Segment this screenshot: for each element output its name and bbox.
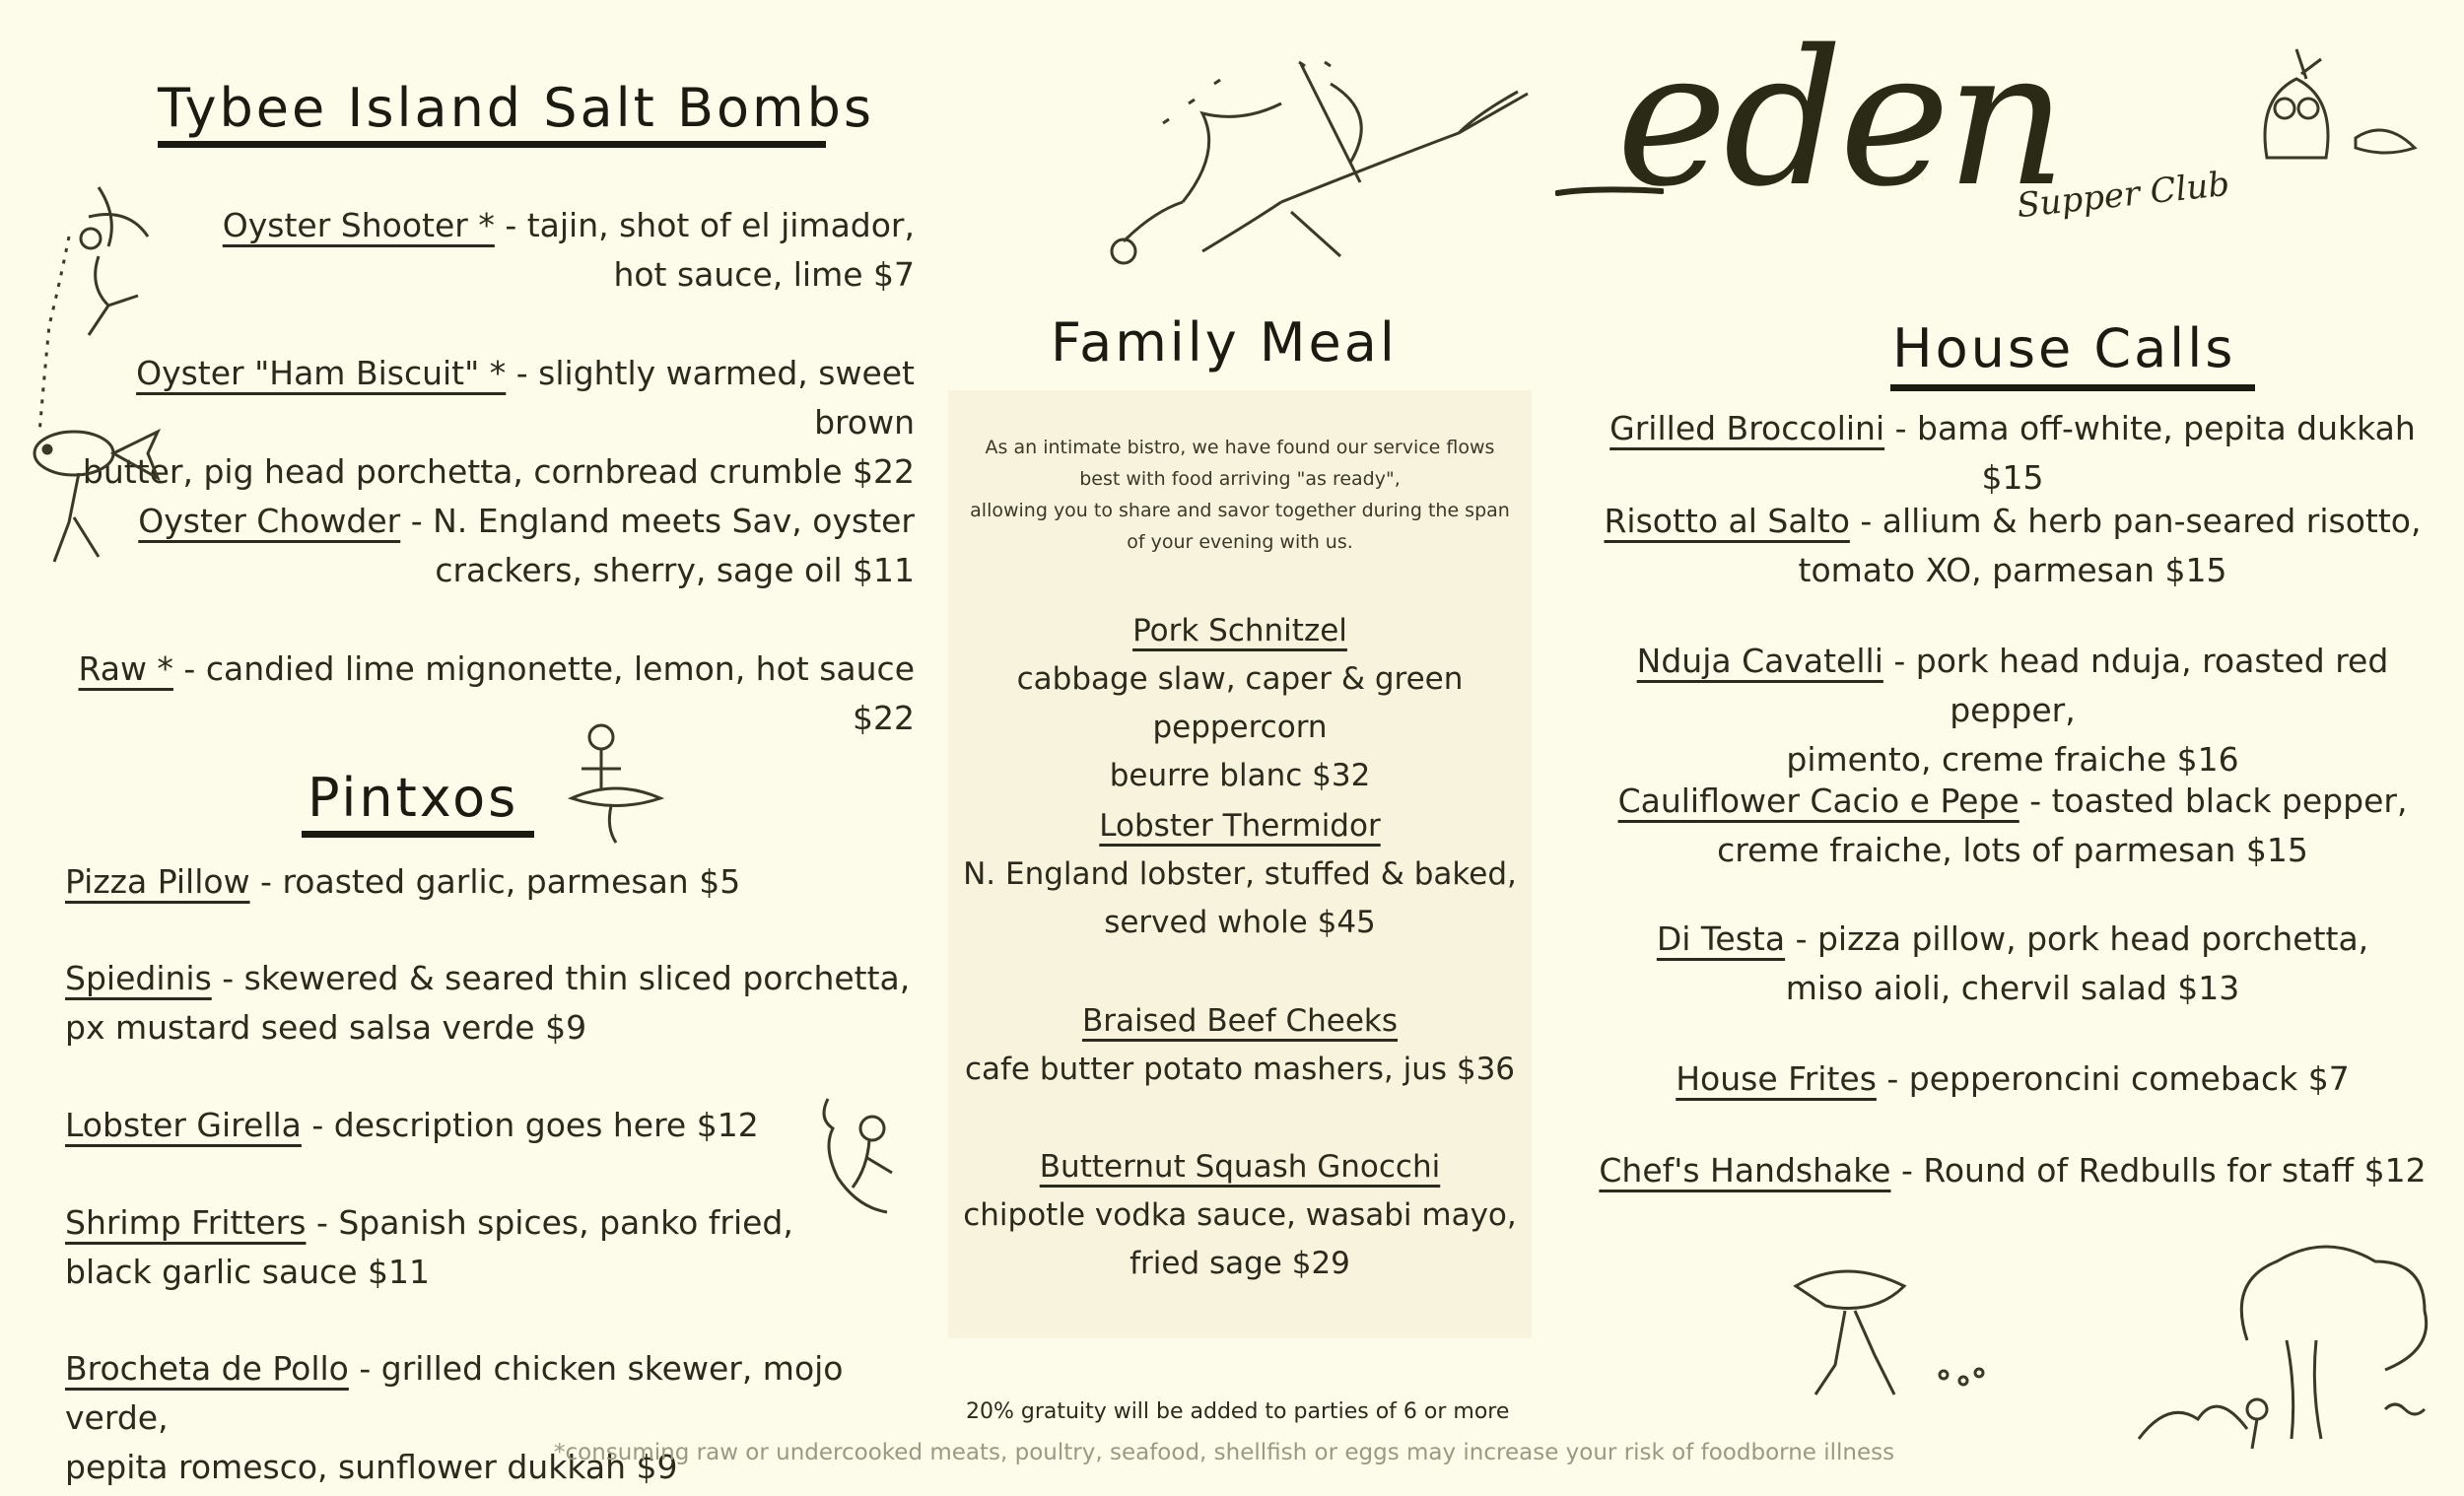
item-description: - pepperoncini comeback $7 [1876,1059,2350,1098]
garden-tree-illustration [2129,1222,2444,1459]
item-description: N. England lobster, stuffed & baked, [963,856,1517,892]
item-description-cont: butter, pig head porchetta, cornbread crumble $22 [82,452,915,491]
item-description: - roasted garlic, parmesan $5 [249,862,741,901]
menu-item-cauliflower-cacio-e-pepe [1589,777,2436,875]
item-description: cabbage slaw, caper & green peppercorn [1016,661,1464,745]
item-description-cont: pimento, creme fraiche $16 [1786,740,2239,779]
eden-logo: eden [1616,10,2063,228]
menu-item-oyster-ham-biscuit [39,349,915,497]
item-description-cont: black garlic sauce $11 [65,1253,431,1291]
item-description: - Spanish spices, panko fried, [306,1203,793,1242]
item-description-cont: hot sauce, lime $7 [613,255,915,294]
item-name: Grilled Broccolini [1609,409,1885,447]
item-name: Brocheta de Pollo [65,1349,349,1388]
item-description: - skewered & seared thin sliced porchetta, [211,959,911,997]
item-description-cont: px mustard seed salsa verde $9 [65,1008,587,1047]
mermaid-on-mushroom-illustration [562,719,670,848]
item-name: Chef's Handshake [1599,1151,1891,1190]
gratuity-note: 20% gratuity will be added to parties of 6 or more [966,1399,1510,1424]
item-description-cont: served whole $45 [1104,905,1376,940]
salt-bombs-title: Tybee Island Salt Bombs [158,77,875,139]
menu-item-chefs-handshake [1589,1146,2436,1195]
item-name: Di Testa [1656,919,1786,958]
item-description-cont: miso aioli, chervil salad $13 [1785,969,2240,1007]
shell-creature-illustration [1786,1257,2003,1404]
item-name: Lobster Girella [65,1106,302,1144]
pintxos-title: Pintxos [308,767,519,829]
menu-item-risotto-al-salto [1589,497,2436,595]
intro-line: As an intimate bistro, we have found our service flows [985,437,1495,458]
item-name: Oyster Shooter * [222,206,495,244]
item-description: - allium & herb pan-seared risotto, [1849,502,2422,540]
menu-item-pork-schnitzel [948,607,1532,800]
menu-item-butternut-squash-gnocchi [948,1143,1532,1288]
menu-item-house-frites [1589,1054,2436,1104]
item-description: cafe butter potato mashers, jus $36 [964,1052,1516,1087]
menu-item-raw [39,645,915,743]
menu-item-spiedinis [65,954,932,1053]
mermaid-illustration [808,1089,907,1222]
family-meal-intro [948,432,1532,558]
item-description-cont: pepita romesco, sunflower dukkah $9 [65,1448,678,1486]
item-name: Braised Beef Cheeks [1081,1003,1399,1039]
item-name: House Frites [1676,1059,1877,1098]
salt-bombs-title-rule [158,141,826,148]
item-description: - toasted black pepper, [2019,782,2408,820]
item-name: Oyster Chowder [138,502,401,540]
family-meal-title: Family Meal [1051,311,1398,374]
item-name: Risotto al Salto [1604,502,1850,540]
item-description-cont: creme fraiche, lots of parmesan $15 [1717,831,2308,869]
logo-tagline: Supper Club [2015,164,2231,227]
menu-item-di-testa [1589,915,2436,1013]
foodborne-illness-disclaimer: *consuming raw or undercooked meats, poultry, seafood, shellfish or eggs may increase your risk of foodborne illness [554,1440,1895,1465]
item-description: - candied lime mignonette, lemon, hot sauce $22 [172,649,915,737]
menu-item-lobster-girella [65,1101,814,1150]
item-description: - description goes here $12 [301,1106,759,1144]
menu-item-shrimp-fritters [65,1198,814,1297]
item-description: - grilled chicken skewer, mojo verde, [65,1349,844,1437]
item-name: Cauliflower Cacio e Pepe [1617,782,2019,820]
menu-item-nduja-cavatelli [1589,637,2436,784]
menu-item-pizza-pillow [65,857,913,907]
house-calls-title-rule [1890,384,2255,391]
item-description: - bama off-white, pepita dukkah $15 [1884,409,2416,497]
item-name: Butternut Squash Gnocchi [1039,1149,1441,1185]
item-description: - pizza pillow, pork head porchetta, [1785,919,2369,958]
item-name: Lobster Thermidor [1099,808,1381,844]
menu-item-brocheta-de-pollo [65,1344,932,1492]
heron-ship-illustration [1084,54,1538,276]
item-name: Pork Schnitzel [1132,613,1347,648]
item-description-cont: beurre blanc $32 [1109,758,1371,793]
item-description-cont: crackers, sherry, sage oil $11 [435,551,915,589]
intro-line: best with food arriving "as ready", [1079,468,1401,490]
menu-item-lobster-thermidor [948,802,1532,947]
item-name: Raw * [78,649,173,688]
owl-illustration [2237,39,2434,177]
item-name: Pizza Pillow [65,862,250,901]
intro-line: allowing you to share and savor together during the span [970,500,1510,521]
item-name: Shrimp Fritters [65,1203,307,1242]
menu-item-oyster-chowder [59,497,915,595]
intro-line: of your evening with us. [1127,531,1353,553]
item-description-cont: tomato XO, parmesan $15 [1798,551,2227,589]
item-name: Nduja Cavatelli [1636,642,1883,680]
item-description: - Round of Redbulls for staff $12 [1890,1151,2427,1190]
item-description: - tajin, shot of el jimador, [494,206,915,244]
item-description: - N. England meets Sav, oyster [400,502,915,540]
menu-item-grilled-broccolini [1589,404,2436,503]
item-description-cont: fried sage $29 [1129,1246,1350,1281]
house-calls-title: House Calls [1892,317,2236,379]
pintxos-title-rule [302,831,534,838]
fish-rider-illustration [20,414,168,572]
item-description: chipotle vodka sauce, wasabi mayo, [963,1197,1517,1233]
menu-item-braised-beef-cheeks [948,997,1532,1094]
item-name: Oyster "Ham Biscuit" * [136,354,507,392]
item-name: Spiedinis [65,959,212,997]
item-description: - pork head nduja, roasted red pepper, [1882,642,2389,729]
item-description: - slightly warmed, sweet brown [506,354,915,442]
menu-item-oyster-shooter [59,201,915,300]
